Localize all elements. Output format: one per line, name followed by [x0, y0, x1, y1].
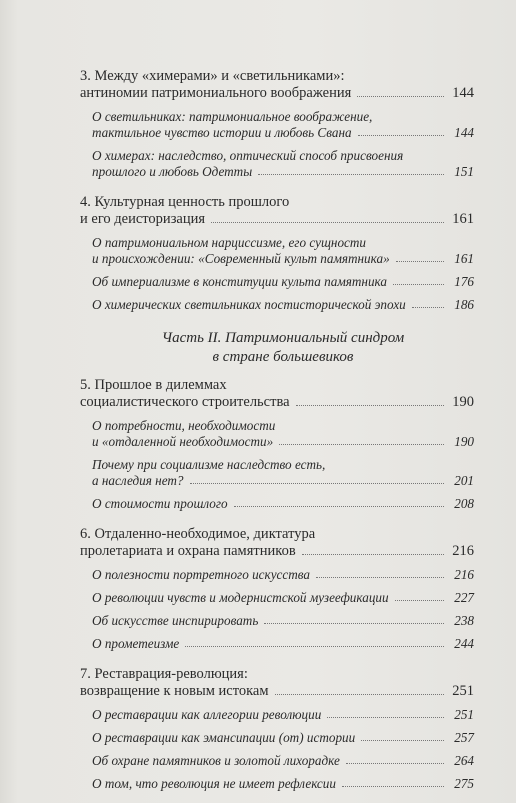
dot-leader [190, 483, 444, 484]
subsection [80, 753, 474, 769]
dot-leader [302, 554, 444, 555]
subsection [80, 148, 474, 180]
subsection [80, 496, 474, 512]
chapter-title-line2: антиномии патримониального воображения [80, 85, 352, 101]
chapter-title-line2: и его деисторизация [80, 211, 206, 227]
dot-leader [258, 174, 444, 175]
part-heading-line2: в стране большевиков [212, 349, 354, 365]
chapter-3 [80, 68, 474, 180]
page-number: 238 [454, 613, 474, 628]
page-number: 176 [454, 274, 474, 289]
chapter-title-line1: 7. Реставрация-революция: [80, 666, 248, 682]
subsection [80, 613, 474, 629]
subsection [80, 776, 474, 792]
subsection [80, 297, 474, 313]
page-number: 216 [452, 543, 474, 559]
page-number: 151 [454, 164, 474, 179]
dot-leader [393, 284, 444, 285]
dot-leader [316, 577, 444, 578]
chapter-4 [80, 194, 474, 313]
part-heading [80, 329, 474, 367]
chapter-title-line2: пролетариата и охрана памятников [80, 543, 296, 559]
dot-leader [296, 405, 444, 406]
chapter-title-line2: социалистического строительства [80, 394, 290, 410]
subsection-line1: О потребности, необходимости [92, 418, 276, 433]
page-number: 144 [454, 125, 474, 140]
subsection [80, 457, 474, 489]
page-number: 275 [454, 776, 474, 791]
page-number: 208 [454, 496, 474, 511]
chapter-title [80, 194, 474, 228]
subsection-line2: прошлого и любовь Одетты [92, 164, 253, 179]
chapter-title-line1: 3. Между «химерами» и «светильниками»: [80, 68, 345, 84]
dot-leader [211, 222, 444, 223]
subsection-line2: а наследия нет? [92, 473, 184, 488]
page-number: 216 [454, 567, 474, 582]
subsection-line1: О патримониальном нарциссизме, его сущности [92, 235, 367, 250]
subsection [80, 636, 474, 652]
subsection-line2: О полезности портретного искусства [92, 567, 311, 582]
page-number: 144 [452, 85, 474, 101]
chapter-7 [80, 666, 474, 792]
page-number: 161 [454, 251, 474, 266]
dot-leader [412, 307, 444, 308]
dot-leader [395, 600, 444, 601]
subsection [80, 109, 474, 141]
chapter-title [80, 666, 474, 700]
subsection [80, 730, 474, 746]
page-number: 227 [454, 590, 474, 605]
dot-leader [185, 646, 444, 647]
subsection-line2: тактильное чувство истории и любовь Свана [92, 125, 352, 140]
chapter-title [80, 526, 474, 560]
subsection-line1: Почему при социализме наследство есть, [92, 457, 326, 472]
page-number: 190 [452, 394, 474, 410]
subsection-line2: и происхождении: «Современный культ памятника» [92, 251, 390, 266]
dot-leader [358, 135, 444, 136]
page-number: 251 [452, 683, 474, 699]
page-number: 161 [452, 211, 474, 227]
subsection [80, 707, 474, 723]
chapter-title-line1: 4. Культурная ценность прошлого [80, 194, 290, 210]
dot-leader [342, 786, 444, 787]
subsection-line2: О химерических светильниках постисторической эпохи [92, 297, 406, 312]
page-number: 201 [454, 473, 474, 488]
dot-leader [327, 717, 444, 718]
chapter-title-line2: возвращение к новым истокам [80, 683, 269, 699]
subsection-line1: О светильниках: патримониальное воображение, [92, 109, 373, 124]
subsection-line1: О химерах: наследство, оптический способ присвоения [92, 148, 404, 163]
dot-leader [264, 623, 444, 624]
page-number: 264 [454, 753, 474, 768]
dot-leader [357, 96, 444, 97]
chapter-6 [80, 526, 474, 652]
subsection-line2: О реставрации как аллегории революции [92, 707, 322, 722]
chapter-title-line1: 5. Прошлое в дилеммах [80, 377, 227, 393]
subsection-line2: О революции чувств и модернистской музеефикации [92, 590, 389, 605]
chapter-title [80, 68, 474, 102]
dot-leader [346, 763, 444, 764]
chapter-title [80, 377, 474, 411]
subsection [80, 590, 474, 606]
subsection-line2: Об империализме в конституции культа памятника [92, 274, 387, 289]
subsection-line2: О реставрации как эмансипации (от) истории [92, 730, 356, 745]
subsection-line2: Об искусстве инспирировать [92, 613, 259, 628]
subsection-line2: и «отдаленной необходимости» [92, 434, 274, 449]
page-number: 257 [454, 730, 474, 745]
subsection [80, 235, 474, 267]
dot-leader [279, 444, 444, 445]
page-number: 244 [454, 636, 474, 651]
part-heading-line1: Часть II. Патримониальный синдром [161, 330, 405, 346]
page-number: 190 [454, 434, 474, 449]
dot-leader [234, 506, 444, 507]
subsection-line2: О стоимости прошлого [92, 496, 228, 511]
dot-leader [361, 740, 444, 741]
chapter-title-line1: 6. Отдаленно-необходимое, диктатура [80, 526, 316, 542]
subsection-line2: О том, что революция не имеет рефлексии [92, 776, 336, 791]
chapter-5 [80, 377, 474, 512]
page-number: 251 [454, 707, 474, 722]
subsection-line2: Об охране памятников и золотой лихорадке [92, 753, 340, 768]
dot-leader [275, 694, 444, 695]
subsection [80, 274, 474, 290]
subsection [80, 567, 474, 583]
page-number: 186 [454, 297, 474, 312]
subsection-line2: О прометеизме [92, 636, 180, 651]
subsection [80, 418, 474, 450]
dot-leader [396, 261, 444, 262]
